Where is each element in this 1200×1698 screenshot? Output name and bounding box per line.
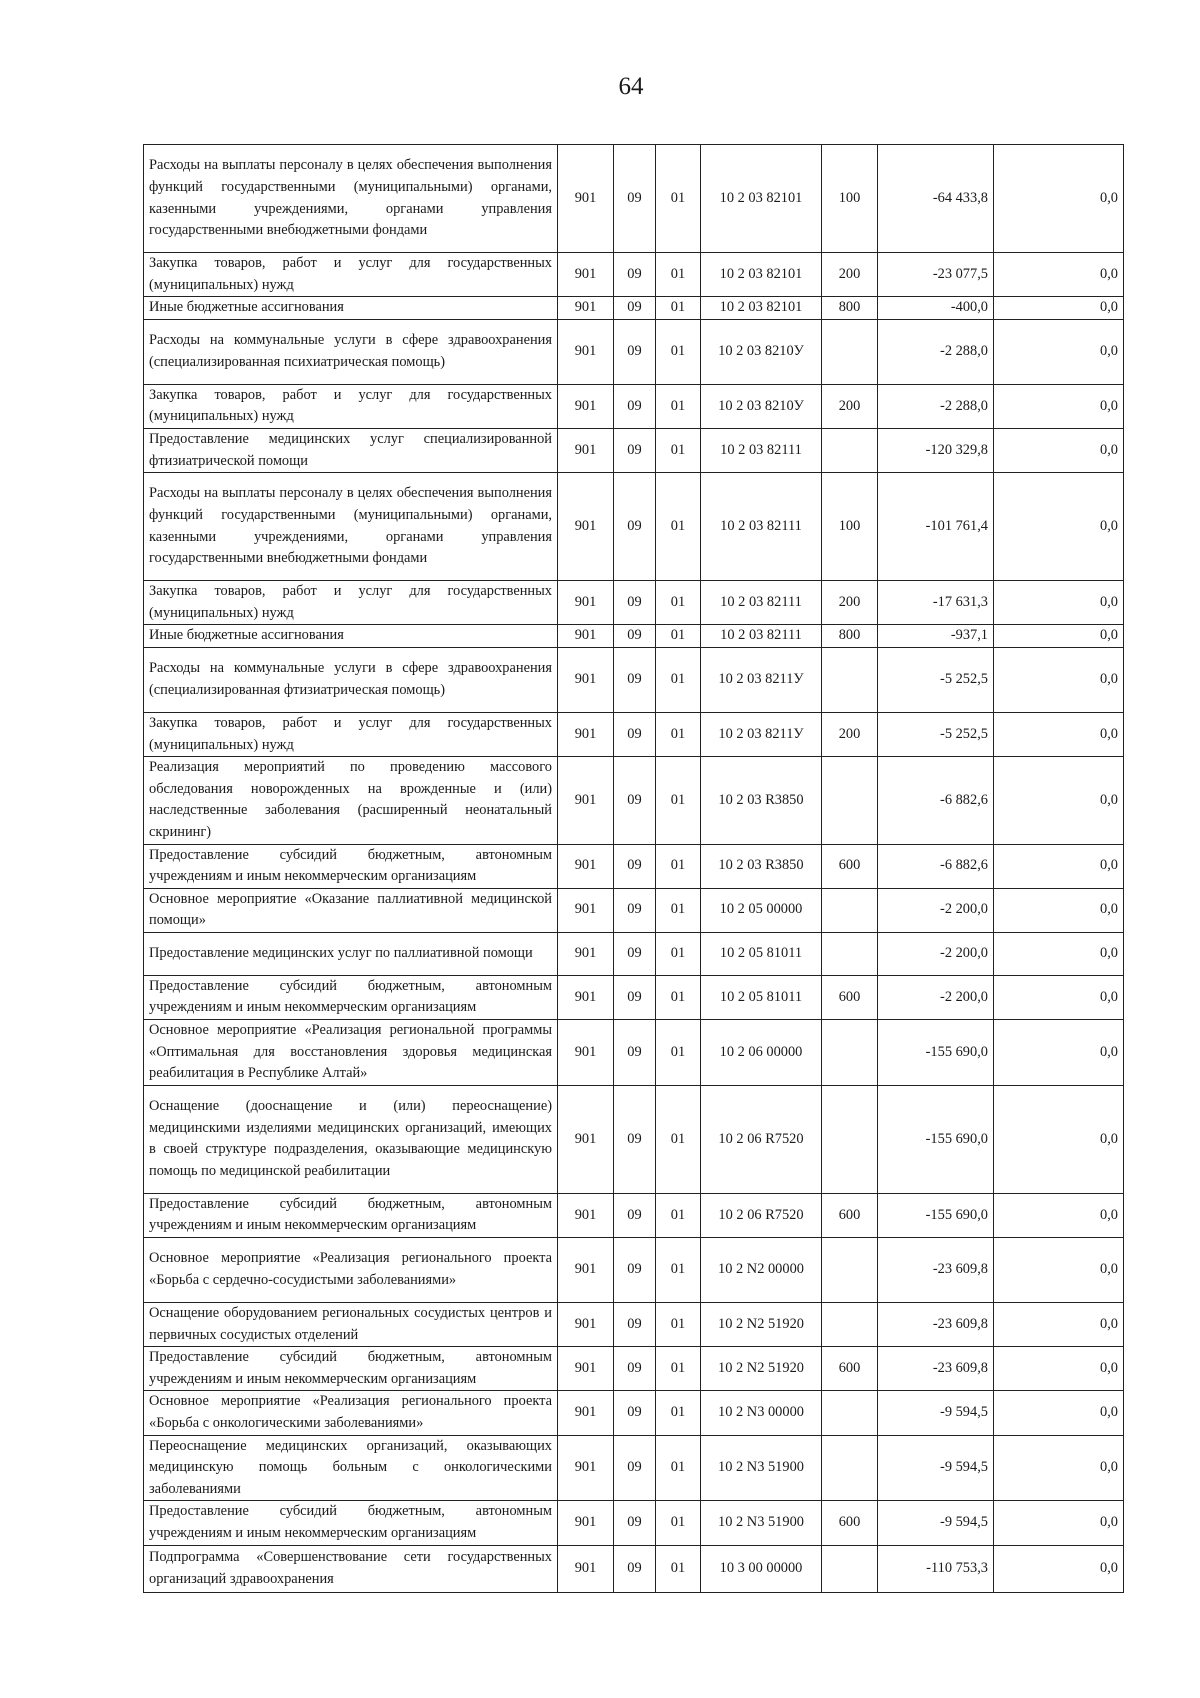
row-target-article: 10 2 03 8210У: [701, 384, 822, 428]
row-target-article: 10 2 03 8210У: [701, 319, 822, 384]
row-amount-next: 0,0: [994, 1347, 1124, 1391]
row-grbs-code: 901: [558, 319, 614, 384]
row-grbs-code: 901: [558, 1020, 614, 1086]
row-amount-change: -64 433,8: [878, 145, 994, 253]
row-section-code: 09: [614, 581, 656, 625]
row-amount-change: -2 200,0: [878, 932, 994, 975]
row-target-article: 10 2 03 R3850: [701, 844, 822, 888]
row-name: Переоснащение медицинских организаций, оказывающих медицинскую помощь больным с онкологическими заболеваниями: [144, 1435, 558, 1501]
row-target-article: 10 2 03 8211У: [701, 712, 822, 756]
row-section-code: 09: [614, 1501, 656, 1545]
row-amount-change: -9 594,5: [878, 1391, 994, 1435]
row-name: Иные бюджетные ассигнования: [144, 297, 558, 320]
row-amount-change: -120 329,8: [878, 428, 994, 472]
row-section-code: 09: [614, 297, 656, 320]
row-name: Основное мероприятие «Оказание паллиативной медицинской помощи»: [144, 888, 558, 932]
row-subsection-code: 01: [656, 1085, 701, 1193]
table-row: [144, 1193, 1124, 1237]
row-section-code: 09: [614, 1193, 656, 1237]
row-subsection-code: 01: [656, 1238, 701, 1303]
row-section-code: 09: [614, 1391, 656, 1435]
row-target-article: 10 2 03 82101: [701, 297, 822, 320]
row-grbs-code: 901: [558, 1238, 614, 1303]
row-expense-type: [822, 1238, 878, 1303]
row-target-article: 10 2 03 82111: [701, 581, 822, 625]
row-amount-next: 0,0: [994, 932, 1124, 975]
row-target-article: 10 2 03 82111: [701, 473, 822, 581]
row-amount-change: -155 690,0: [878, 1020, 994, 1086]
row-subsection-code: 01: [656, 1303, 701, 1347]
table-row: [144, 1303, 1124, 1347]
row-grbs-code: 901: [558, 581, 614, 625]
row-subsection-code: 01: [656, 932, 701, 975]
row-target-article: 10 2 06 00000: [701, 1020, 822, 1086]
row-grbs-code: 901: [558, 297, 614, 320]
row-amount-change: -937,1: [878, 625, 994, 648]
row-expense-type: 800: [822, 297, 878, 320]
table-row: [144, 1501, 1124, 1545]
row-section-code: 09: [614, 1435, 656, 1501]
row-name: Основное мероприятие «Реализация регионального проекта «Борьба с сердечно-сосудистыми заболеваниями»: [144, 1238, 558, 1303]
row-target-article: 10 2 N3 51900: [701, 1435, 822, 1501]
row-name: Закупка товаров, работ и услуг для государственных (муниципальных) нужд: [144, 253, 558, 297]
row-name: Предоставление субсидий бюджетным, автономным учреждениям и иным некоммерческим организациям: [144, 1501, 558, 1545]
row-subsection-code: 01: [656, 319, 701, 384]
table-row: [144, 253, 1124, 297]
table-row: [144, 1085, 1124, 1193]
row-section-code: 09: [614, 712, 656, 756]
row-amount-change: -155 690,0: [878, 1085, 994, 1193]
row-section-code: 09: [614, 932, 656, 975]
row-target-article: 10 2 06 R7520: [701, 1085, 822, 1193]
row-section-code: 09: [614, 975, 656, 1019]
row-section-code: 09: [614, 647, 656, 712]
row-amount-next: 0,0: [994, 473, 1124, 581]
table-row: [144, 428, 1124, 472]
row-subsection-code: 01: [656, 647, 701, 712]
row-expense-type: [822, 1435, 878, 1501]
table-row: [144, 297, 1124, 320]
row-name: Предоставление медицинских услуг по паллиативной помощи: [144, 932, 558, 975]
row-grbs-code: 901: [558, 1085, 614, 1193]
row-amount-change: -2 288,0: [878, 384, 994, 428]
row-section-code: 09: [614, 384, 656, 428]
row-section-code: 09: [614, 473, 656, 581]
row-amount-next: 0,0: [994, 581, 1124, 625]
row-grbs-code: 901: [558, 1193, 614, 1237]
row-amount-change: -110 753,3: [878, 1545, 994, 1592]
row-name: Основное мероприятие «Реализация региональной программы «Оптимальная для восстановления здоровья медицинская реабилитация в Республике Алтай»: [144, 1020, 558, 1086]
row-subsection-code: 01: [656, 1545, 701, 1592]
row-expense-type: [822, 1303, 878, 1347]
row-subsection-code: 01: [656, 1391, 701, 1435]
row-amount-next: 0,0: [994, 1193, 1124, 1237]
row-expense-type: 600: [822, 975, 878, 1019]
row-grbs-code: 901: [558, 647, 614, 712]
row-grbs-code: 901: [558, 1391, 614, 1435]
row-target-article: 10 2 05 81011: [701, 975, 822, 1019]
row-name: Закупка товаров, работ и услуг для государственных (муниципальных) нужд: [144, 712, 558, 756]
page-number: 64: [618, 73, 644, 100]
row-amount-change: -5 252,5: [878, 647, 994, 712]
table-row: [144, 888, 1124, 932]
table-row: [144, 625, 1124, 648]
row-name: Предоставление субсидий бюджетным, автономным учреждениям и иным некоммерческим организациям: [144, 1193, 558, 1237]
row-section-code: 09: [614, 145, 656, 253]
row-amount-change: -101 761,4: [878, 473, 994, 581]
row-amount-change: -2 200,0: [878, 975, 994, 1019]
row-grbs-code: 901: [558, 1347, 614, 1391]
row-amount-change: -23 077,5: [878, 253, 994, 297]
row-amount-next: 0,0: [994, 1435, 1124, 1501]
row-expense-type: 200: [822, 712, 878, 756]
table-row: [144, 145, 1124, 253]
row-subsection-code: 01: [656, 297, 701, 320]
row-name: Основное мероприятие «Реализация регионального проекта «Борьба с онкологическими заболеваниями»: [144, 1391, 558, 1435]
row-expense-type: [822, 932, 878, 975]
row-name: Расходы на выплаты персоналу в целях обеспечения выполнения функций государственными (муниципальными) органами, казенными учреждениями, органами управления государственными внебюджетными фондами: [144, 145, 558, 253]
row-name: Закупка товаров, работ и услуг для государственных (муниципальных) нужд: [144, 581, 558, 625]
row-amount-next: 0,0: [994, 975, 1124, 1019]
row-amount-next: 0,0: [994, 625, 1124, 648]
row-subsection-code: 01: [656, 384, 701, 428]
table-row: [144, 1435, 1124, 1501]
row-target-article: 10 2 03 82101: [701, 145, 822, 253]
row-amount-change: -6 882,6: [878, 757, 994, 844]
row-name: Предоставление субсидий бюджетным, автономным учреждениям и иным некоммерческим организациям: [144, 1347, 558, 1391]
table-row: [144, 932, 1124, 975]
row-target-article: 10 2 N3 00000: [701, 1391, 822, 1435]
row-target-article: 10 2 03 R3850: [701, 757, 822, 844]
row-amount-next: 0,0: [994, 1020, 1124, 1086]
row-subsection-code: 01: [656, 888, 701, 932]
table-row: [144, 319, 1124, 384]
row-target-article: 10 2 N2 51920: [701, 1303, 822, 1347]
row-target-article: 10 2 N3 51900: [701, 1501, 822, 1545]
row-subsection-code: 01: [656, 625, 701, 648]
table-row: [144, 473, 1124, 581]
row-amount-next: 0,0: [994, 428, 1124, 472]
row-section-code: 09: [614, 1238, 656, 1303]
row-subsection-code: 01: [656, 1501, 701, 1545]
row-expense-type: [822, 1545, 878, 1592]
row-target-article: 10 2 06 R7520: [701, 1193, 822, 1237]
row-amount-change: -5 252,5: [878, 712, 994, 756]
row-amount-change: -23 609,8: [878, 1238, 994, 1303]
table-row: [144, 1347, 1124, 1391]
row-grbs-code: 901: [558, 757, 614, 844]
table-row: [144, 1545, 1124, 1592]
row-target-article: 10 2 N2 00000: [701, 1238, 822, 1303]
row-grbs-code: 901: [558, 975, 614, 1019]
row-amount-next: 0,0: [994, 253, 1124, 297]
row-section-code: 09: [614, 1020, 656, 1086]
row-name: Предоставление субсидий бюджетным, автономным учреждениям и иным некоммерческим организациям: [144, 844, 558, 888]
row-expense-type: 200: [822, 384, 878, 428]
row-amount-next: 0,0: [994, 647, 1124, 712]
row-expense-type: 600: [822, 1347, 878, 1391]
row-amount-change: -155 690,0: [878, 1193, 994, 1237]
row-name: Расходы на коммунальные услуги в сфере здравоохранения (специализированная психиатрическая помощь): [144, 319, 558, 384]
row-amount-change: -23 609,8: [878, 1303, 994, 1347]
row-expense-type: 200: [822, 253, 878, 297]
row-grbs-code: 901: [558, 473, 614, 581]
row-expense-type: 800: [822, 625, 878, 648]
row-expense-type: [822, 757, 878, 844]
table-row: [144, 581, 1124, 625]
row-grbs-code: 901: [558, 1501, 614, 1545]
row-name: Подпрограмма «Совершенствование сети государственных организаций здравоохранения: [144, 1545, 558, 1592]
row-amount-next: 0,0: [994, 1391, 1124, 1435]
row-expense-type: [822, 888, 878, 932]
row-grbs-code: 901: [558, 888, 614, 932]
row-section-code: 09: [614, 319, 656, 384]
row-expense-type: 100: [822, 145, 878, 253]
row-amount-next: 0,0: [994, 1303, 1124, 1347]
row-subsection-code: 01: [656, 473, 701, 581]
row-grbs-code: 901: [558, 625, 614, 648]
table-row: [144, 712, 1124, 756]
row-target-article: 10 2 05 00000: [701, 888, 822, 932]
row-amount-next: 0,0: [994, 888, 1124, 932]
row-section-code: 09: [614, 888, 656, 932]
row-target-article: 10 2 03 82111: [701, 428, 822, 472]
row-subsection-code: 01: [656, 1435, 701, 1501]
row-name: Оснащение (дооснащение и (или) переоснащение) медицинскими изделиями медицинских организаций, имеющих в своей структуре подразделения, оказывающие медицинскую помощь по медицинской реабилитации: [144, 1085, 558, 1193]
row-subsection-code: 01: [656, 844, 701, 888]
row-target-article: 10 2 N2 51920: [701, 1347, 822, 1391]
row-section-code: 09: [614, 1085, 656, 1193]
row-name: Расходы на коммунальные услуги в сфере здравоохранения (специализированная фтизиатрическая помощь): [144, 647, 558, 712]
row-amount-next: 0,0: [994, 757, 1124, 844]
row-subsection-code: 01: [656, 253, 701, 297]
budget-table: [143, 144, 1124, 1593]
row-section-code: 09: [614, 253, 656, 297]
table-row: [144, 384, 1124, 428]
row-expense-type: 200: [822, 581, 878, 625]
table-row: [144, 757, 1124, 844]
row-expense-type: [822, 319, 878, 384]
row-grbs-code: 901: [558, 844, 614, 888]
row-expense-type: [822, 647, 878, 712]
row-expense-type: 600: [822, 1501, 878, 1545]
table-row: [144, 975, 1124, 1019]
budget-table-body: [144, 145, 1124, 1593]
row-amount-change: -2 200,0: [878, 888, 994, 932]
row-grbs-code: 901: [558, 1303, 614, 1347]
row-subsection-code: 01: [656, 757, 701, 844]
row-grbs-code: 901: [558, 712, 614, 756]
row-amount-change: -9 594,5: [878, 1435, 994, 1501]
row-section-code: 09: [614, 844, 656, 888]
row-amount-next: 0,0: [994, 297, 1124, 320]
row-amount-change: -400,0: [878, 297, 994, 320]
row-expense-type: [822, 428, 878, 472]
row-amount-next: 0,0: [994, 1238, 1124, 1303]
row-name: Предоставление субсидий бюджетным, автономным учреждениям и иным некоммерческим организациям: [144, 975, 558, 1019]
row-subsection-code: 01: [656, 1347, 701, 1391]
row-grbs-code: 901: [558, 384, 614, 428]
row-target-article: 10 2 05 81011: [701, 932, 822, 975]
row-target-article: 10 2 03 8211У: [701, 647, 822, 712]
table-row: [144, 1020, 1124, 1086]
row-amount-next: 0,0: [994, 384, 1124, 428]
row-grbs-code: 901: [558, 932, 614, 975]
row-subsection-code: 01: [656, 975, 701, 1019]
row-grbs-code: 901: [558, 1545, 614, 1592]
table-row: [144, 1391, 1124, 1435]
row-grbs-code: 901: [558, 145, 614, 253]
table-row: [144, 1238, 1124, 1303]
row-subsection-code: 01: [656, 712, 701, 756]
table-row: [144, 844, 1124, 888]
row-expense-type: [822, 1085, 878, 1193]
row-amount-next: 0,0: [994, 145, 1124, 253]
row-amount-change: -6 882,6: [878, 844, 994, 888]
row-name: Закупка товаров, работ и услуг для государственных (муниципальных) нужд: [144, 384, 558, 428]
row-grbs-code: 901: [558, 1435, 614, 1501]
row-amount-change: -9 594,5: [878, 1501, 994, 1545]
row-section-code: 09: [614, 757, 656, 844]
row-expense-type: 600: [822, 1193, 878, 1237]
row-section-code: 09: [614, 1303, 656, 1347]
row-grbs-code: 901: [558, 428, 614, 472]
row-subsection-code: 01: [656, 1193, 701, 1237]
row-subsection-code: 01: [656, 581, 701, 625]
row-name: Оснащение оборудованием региональных сосудистых центров и первичных сосудистых отделений: [144, 1303, 558, 1347]
row-amount-next: 0,0: [994, 1085, 1124, 1193]
row-target-article: 10 2 03 82101: [701, 253, 822, 297]
row-amount-next: 0,0: [994, 319, 1124, 384]
row-amount-change: -2 288,0: [878, 319, 994, 384]
row-name: Расходы на выплаты персоналу в целях обеспечения выполнения функций государственными (муниципальными) органами, казенными учреждениями, органами управления государственными внебюджетными фондами: [144, 473, 558, 581]
row-section-code: 09: [614, 428, 656, 472]
row-subsection-code: 01: [656, 428, 701, 472]
row-section-code: 09: [614, 1545, 656, 1592]
row-name: Реализация мероприятий по проведению массового обследования новорожденных на врожденные и (или) наследственные заболевания (расширенный неонатальный скрининг): [144, 757, 558, 844]
row-amount-change: -23 609,8: [878, 1347, 994, 1391]
row-grbs-code: 901: [558, 253, 614, 297]
row-amount-next: 0,0: [994, 1545, 1124, 1592]
row-amount-next: 0,0: [994, 844, 1124, 888]
row-section-code: 09: [614, 625, 656, 648]
row-expense-type: 100: [822, 473, 878, 581]
row-amount-next: 0,0: [994, 1501, 1124, 1545]
table-row: [144, 647, 1124, 712]
row-section-code: 09: [614, 1347, 656, 1391]
row-expense-type: [822, 1391, 878, 1435]
row-name: Предоставление медицинских услуг специализированной фтизиатрической помощи: [144, 428, 558, 472]
row-subsection-code: 01: [656, 145, 701, 253]
row-amount-change: -17 631,3: [878, 581, 994, 625]
row-name: Иные бюджетные ассигнования: [144, 625, 558, 648]
row-target-article: 10 2 03 82111: [701, 625, 822, 648]
row-expense-type: [822, 1020, 878, 1086]
row-subsection-code: 01: [656, 1020, 701, 1086]
row-expense-type: 600: [822, 844, 878, 888]
row-amount-next: 0,0: [994, 712, 1124, 756]
row-target-article: 10 3 00 00000: [701, 1545, 822, 1592]
